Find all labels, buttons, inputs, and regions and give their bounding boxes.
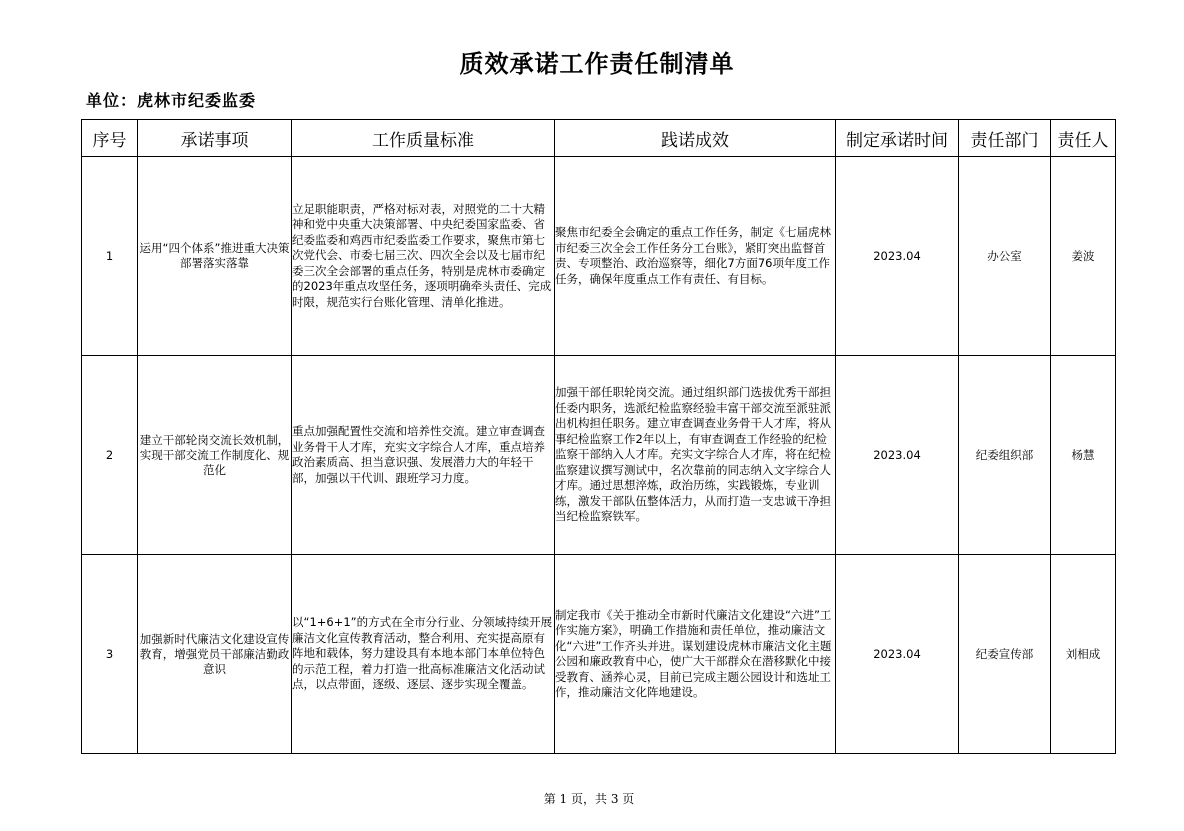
cell-person: 刘相成	[1051, 555, 1116, 754]
table-row	[82, 157, 1116, 356]
cell-item: 加强新时代廉洁文化建设宣传教育，增强党员干部廉洁勤政意识	[138, 555, 292, 754]
cell-seq: 2	[82, 356, 138, 555]
cell-result: 制定我市《关于推动全市新时代廉洁文化建设“六进”工作实施方案》，明确工作措施和责任单位，推动廉洁文化“六进”工作齐头并进。谋划建设虎林市廉洁文化主题公园和廉政教育中心，使广大干部群众在潜移默化中接受教育、涵养心灵，目前已完成主题公园设计和选址工作，推动廉洁文化阵地建设。	[555, 555, 836, 754]
table-header-row	[82, 120, 1116, 157]
cell-person: 姜波	[1051, 157, 1116, 356]
header-standard: 工作质量标准	[292, 120, 555, 157]
page-title: 质效承诺工作责任制清单	[459, 50, 735, 78]
cell-seq: 3	[82, 555, 138, 754]
header-person: 责任人	[1051, 120, 1116, 157]
table-row	[82, 555, 1116, 754]
cell-result: 加强干部任职轮岗交流。通过组织部门选拔优秀干部担任委内职务，选派纪检监察经验丰富干部交流至派驻派出机构担任职务。建立审查调查业务骨干人才库，将从事纪检监察工作2年以上，有审查调查工作经验的纪检监察干部纳入人才库。充实文字综合人才库，将在纪检监察建议撰写测试中，名次靠前的同志纳入文字综合人才库。通过思想淬炼，政治历练，实践锻炼，专业训练，激发干部队伍整体活力，从而打造一支忠诚干净担当纪检监察铁军。	[555, 356, 836, 555]
cell-dept: 办公室	[959, 157, 1051, 356]
cell-time: 2023.04	[836, 555, 959, 754]
header-result: 践诺成效	[555, 120, 836, 157]
cell-item: 建立干部轮岗交流长效机制，实现干部交流工作制度化、规范化	[138, 356, 292, 555]
cell-dept: 纪委组织部	[959, 356, 1051, 555]
cell-seq: 1	[82, 157, 138, 356]
cell-result: 聚焦市纪委全会确定的重点工作任务，制定《七届虎林市纪委三次全会工作任务分工台账》，紧盯突出监督首责、专项整治、政治巡察等，细化7方面76项年度工作任务，确保年度重点工作有责任、有目标。	[555, 157, 836, 356]
header-seq: 序号	[82, 120, 138, 157]
unit-label: 单位：虎林市纪委监委	[86, 91, 257, 110]
cell-item: 运用“四个体系”推进重大决策部署落实落靠	[138, 157, 292, 356]
cell-standard: 以“1+6+1”的方式在全市分行业、分领域持续开展廉洁文化宣传教育活动，整合利用、充实提高原有阵地和载体，努力建设具有本地本部门本单位特色的示范工程，着力打造一批高标准廉洁文化活动试点，以点带面，逐级、逐层、逐步实现全覆盖。	[292, 555, 555, 754]
table-row	[82, 356, 1116, 555]
responsibility-table	[81, 119, 1116, 754]
header-dept: 责任部门	[959, 120, 1051, 157]
header-time: 制定承诺时间	[836, 120, 959, 157]
cell-time: 2023.04	[836, 157, 959, 356]
cell-standard: 重点加强配置性交流和培养性交流。建立审查调查业务骨干人才库，充实文字综合人才库，重点培养政治素质高、担当意识强、发展潜力大的年轻干部，加强以干代训、跟班学习力度。	[292, 356, 555, 555]
cell-person: 杨慧	[1051, 356, 1116, 555]
cell-dept: 纪委宣传部	[959, 555, 1051, 754]
header-item: 承诺事项	[138, 120, 292, 157]
cell-time: 2023.04	[836, 356, 959, 555]
page-footer: 第 1 页，共 3 页	[543, 792, 635, 806]
cell-standard: 立足职能职责，严格对标对表，对照党的二十大精神和党中央重大决策部署、中央纪委国家监委、省纪委监委和鸡西市纪委监委工作要求，聚焦市第七次党代会、市委七届三次、四次全会以及七届市纪委三次全会部署的重点任务，特别是虎林市委确定的2023年重点攻坚任务，逐项明确牵头责任、完成时限，规范实行台账化管理、清单化推进。	[292, 157, 555, 356]
